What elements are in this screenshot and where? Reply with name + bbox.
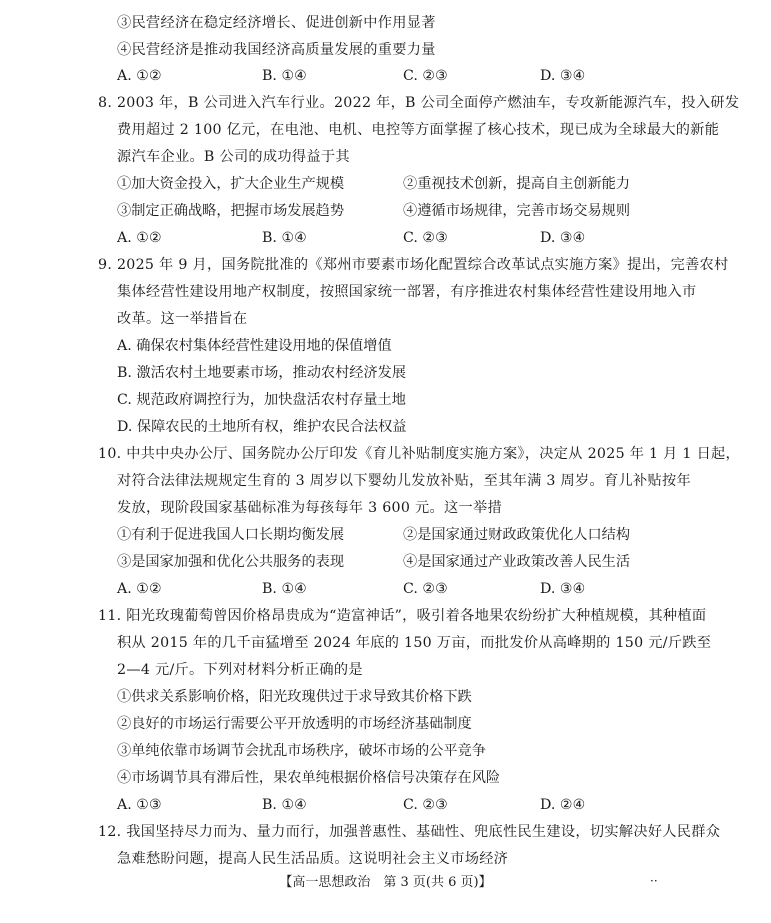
q10-item-1: ①有利于促进我国人口长期均衡发展 xyxy=(117,527,345,543)
q8-choice-c: C. ②③ xyxy=(403,230,448,246)
q9-stem-line-1: 9. 2025 年 9 月，国务院批准的《郑州市要素市场化配置综合改革试点实施方案》提出，完善农村 xyxy=(98,257,729,273)
q8-item-2: ②重视技术创新，提高自主创新能力 xyxy=(403,176,631,192)
q10-item-4: ④是国家通过产业政策改善人民生活 xyxy=(403,554,631,570)
q8-choice-d: D. ③④ xyxy=(540,230,586,246)
q11-item-3: ③单纯依靠市场调节会扰乱市场秩序，破坏市场的公平竞争 xyxy=(117,743,486,759)
choice-b: B. ①④ xyxy=(262,68,307,84)
q11-choice-d: D. ②④ xyxy=(540,797,586,813)
q10-stem-line-3: 发放，现阶段国家基础标准为每孩每年 3 600 元。这一举措 xyxy=(117,500,502,516)
q10-choice-d: D. ③④ xyxy=(540,581,586,597)
page-footer: 【高一思想政治 第 3 页(共 6 页)】 xyxy=(279,875,492,890)
q9-option-c: C. 规范政府调控行为，加快盘活农村存量土地 xyxy=(117,392,406,408)
q10-choice-b: B. ①④ xyxy=(262,581,307,597)
q11-item-4: ④市场调节具有滞后性，果农单纯根据价格信号决策存在风险 xyxy=(117,770,501,786)
choice-d: D. ③④ xyxy=(540,68,586,84)
statement-3: ③民营经济在稳定经济增长、促进创新中作用显著 xyxy=(117,15,436,31)
q11-item-1: ①供求关系影响价格，阳光玫瑰供过于求导致其价格下跌 xyxy=(117,689,472,705)
corner-mark: ·· xyxy=(650,874,658,888)
q8-item-4: ④遵循市场规律，完善市场交易规则 xyxy=(403,203,631,219)
q8-stem-line-3: 源汽车企业。B 公司的成功得益于其 xyxy=(117,149,350,165)
choice-c: C. ②③ xyxy=(403,68,448,84)
q10-item-3: ③是国家加强和优化公共服务的表现 xyxy=(117,554,345,570)
q8-item-3: ③制定正确战略，把握市场发展趋势 xyxy=(117,203,345,219)
q8-stem-line-1: 8. 2003 年，B 公司进入汽车行业。2022 年，B 公司全面停产燃油车，专攻新能源汽车，投入研发 xyxy=(98,95,740,111)
q8-item-1: ①加大资金投入，扩大企业生产规模 xyxy=(117,176,345,192)
q9-option-b: B. 激活农村土地要素市场，推动农村经济发展 xyxy=(117,365,407,381)
q8-choice-a: A. ①② xyxy=(117,230,162,246)
q10-choice-c: C. ②③ xyxy=(403,581,448,597)
q11-choice-b: B. ①④ xyxy=(262,797,307,813)
q8-choice-b: B. ①④ xyxy=(262,230,307,246)
q11-item-2: ②良好的市场运行需要公平开放透明的市场经济基础制度 xyxy=(117,716,472,732)
q10-choice-a: A. ①② xyxy=(117,581,162,597)
q8-stem-line-2: 费用超过 2 100 亿元，在电池、电机、电控等方面掌握了核心技术，现已成为全球最大的新能 xyxy=(117,122,720,138)
q9-stem-line-3: 改革。这一举措旨在 xyxy=(117,311,248,327)
q10-stem-line-2: 对符合法律法规规定生育的 3 周岁以下婴幼儿发放补贴，至其年满 3 周岁。育儿补贴按年 xyxy=(117,473,691,489)
q11-stem-line-1: 11. 阳光玫瑰葡萄曾因价格昂贵成为“造富神话”，吸引着各地果农纷纷扩大种植规模，其种植面 xyxy=(98,608,707,624)
q9-option-d: D. 保障农民的土地所有权，维护农民合法权益 xyxy=(117,419,407,435)
q11-choice-c: C. ②③ xyxy=(403,797,448,813)
q9-option-a: A. 确保农村集体经营性建设用地的保值增值 xyxy=(117,338,392,354)
q11-choice-a: A. ①③ xyxy=(117,797,162,813)
q9-stem-line-2: 集体经营性建设用地产权制度，按照国家统一部署，有序推进农村集体经营性建设用地入市 xyxy=(117,284,697,300)
q12-stem-line-2: 急难愁盼问题，提高人民生活品质。这说明社会主义市场经济 xyxy=(117,851,509,867)
q10-item-2: ②是国家通过财政政策优化人口结构 xyxy=(403,527,631,543)
q11-stem-line-3: 2—4 元/斤。下列对材料分析正确的是 xyxy=(117,662,363,678)
q10-stem-line-1: 10. 中共中央办公厅、国务院办公厅印发《育儿补贴制度实施方案》，决定从 2025 年 1 月 1 日起， xyxy=(98,446,741,462)
q11-stem-line-2: 积从 2015 年的几千亩猛增至 2024 年底的 150 万亩，而批发价从高峰期的 150 元/斤跌至 xyxy=(117,635,712,651)
q12-stem-line-1: 12. 我国坚持尽力而为、量力而行，加强普惠性、基础性、兜底性民生建设，切实解决好人民群众 xyxy=(98,824,721,840)
statement-4: ④民营经济是推动我国经济高质量发展的重要力量 xyxy=(117,42,436,58)
choice-a: A. ①② xyxy=(117,68,162,84)
